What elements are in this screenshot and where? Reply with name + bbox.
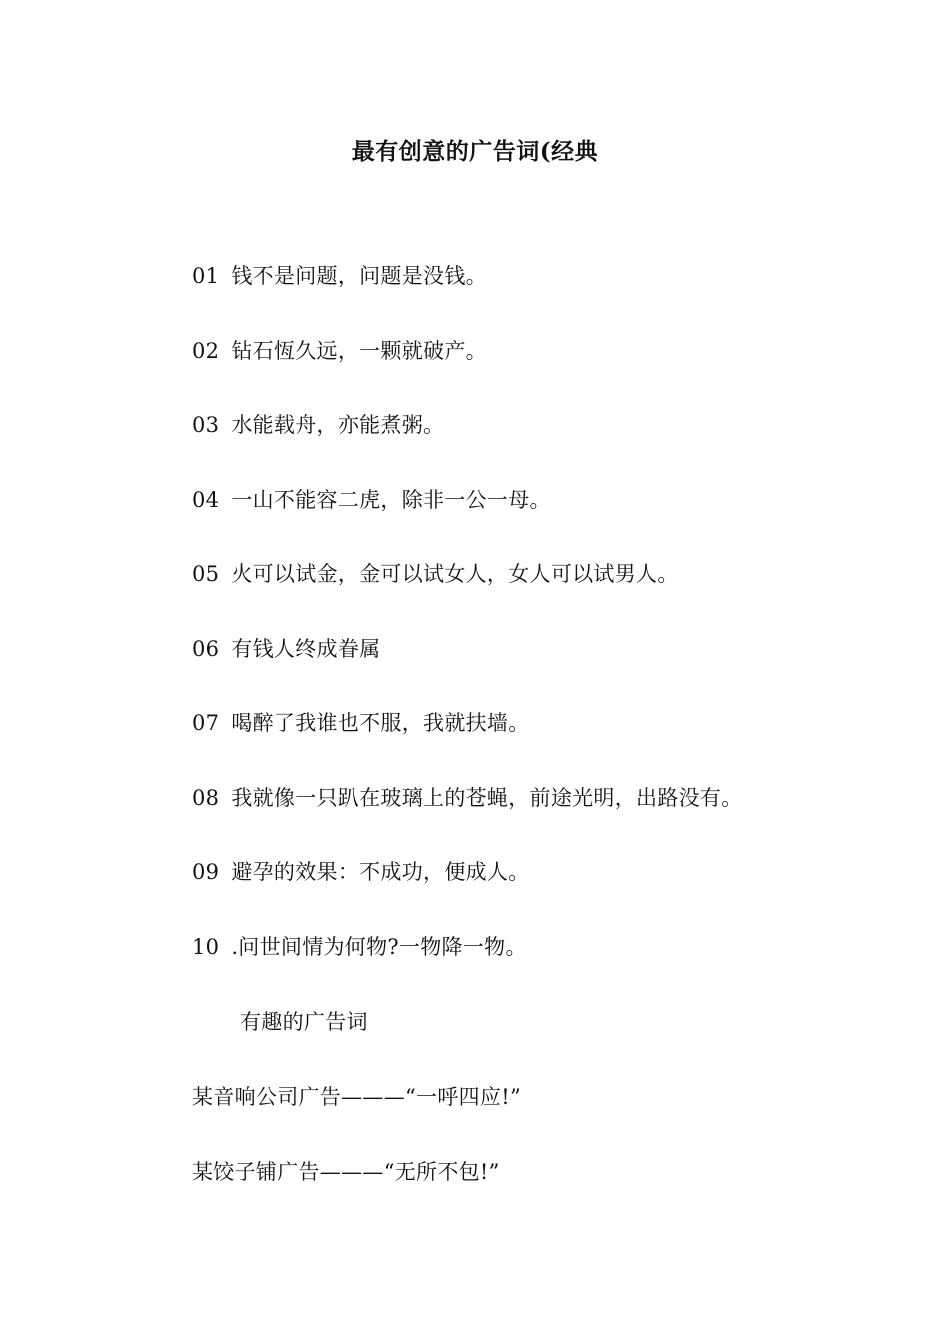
list-item: [192, 783, 743, 813]
item-text: 一山不能容二虎，除非一公一母。: [231, 488, 551, 512]
item-text: .问世间情为何物?一物降一物。: [231, 935, 527, 959]
item-text: 钻石恆久远，一颗就破产。: [231, 339, 487, 363]
list-item: [192, 932, 527, 962]
list-item: [192, 485, 551, 515]
list-item: [192, 336, 487, 366]
item-number: 01: [192, 264, 220, 288]
item-number: 04: [192, 488, 220, 512]
list-item: [192, 708, 530, 738]
item-number: 10: [192, 935, 220, 959]
item-number: 06: [192, 637, 220, 661]
item-number: 03: [192, 413, 220, 437]
item-number: 09: [192, 860, 220, 884]
item-text: 水能载舟，亦能煮粥。: [231, 413, 445, 437]
item-text: 喝醉了我谁也不服，我就扶墙。: [231, 711, 530, 735]
example-line: 某音响公司广告———“一呼四应!”: [192, 1085, 522, 1109]
item-number: 02: [192, 339, 220, 363]
item-number: 05: [192, 562, 220, 586]
section-subheading: 有趣的广告词: [240, 1010, 368, 1034]
item-text: 火可以试金，金可以试女人，女人可以试男人。: [231, 562, 679, 586]
list-item: [192, 857, 530, 887]
list-item: [192, 634, 380, 664]
item-text: 我就像一只趴在玻璃上的苍蝇，前途光明，出路没有。: [231, 786, 743, 810]
example-line: 某饺子铺广告———“无所不包!”: [192, 1160, 500, 1184]
item-text: 避孕的效果：不成功，便成人。: [231, 860, 530, 884]
item-number: 08: [192, 786, 220, 810]
item-text: 钱不是问题，问题是没钱。: [231, 264, 487, 288]
item-number: 07: [192, 711, 220, 735]
item-text: 有钱人终成眷属: [231, 637, 381, 661]
list-item: [192, 559, 679, 589]
list-item: [192, 261, 487, 291]
list-item: [192, 410, 444, 440]
document-title: 最有创意的广告词(经典: [351, 138, 599, 165]
